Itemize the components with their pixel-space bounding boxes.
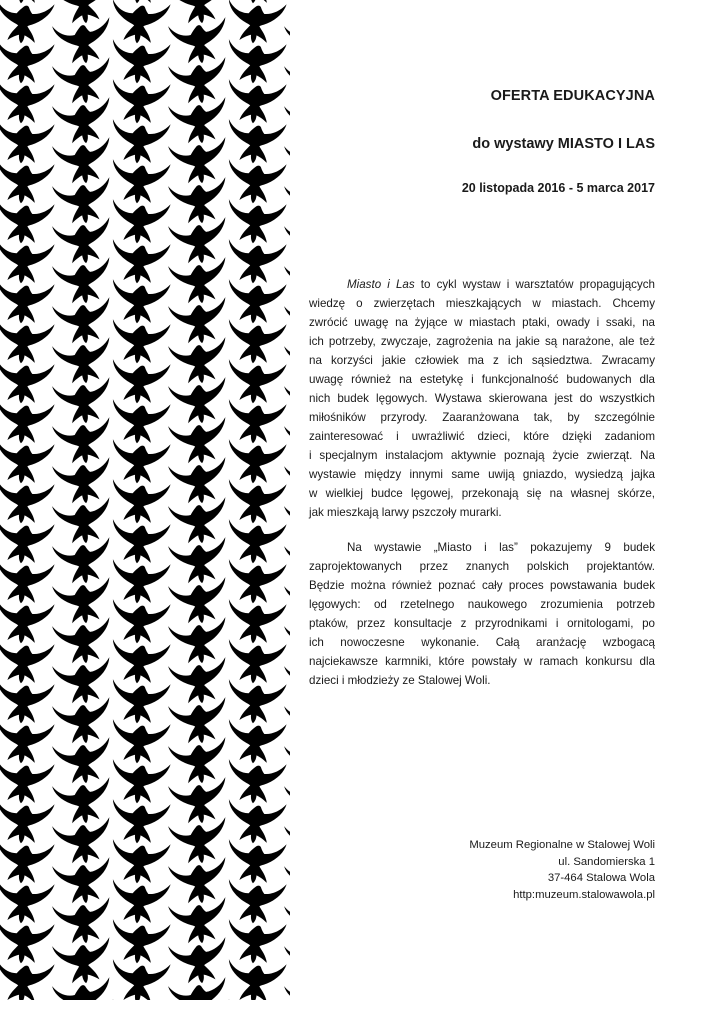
bird-silhouette-icon [109,518,171,566]
bird-silhouette-icon [168,697,231,747]
bird-silhouette-icon [52,377,115,427]
bird-silhouette-icon [225,0,287,46]
bird-silhouette-icon [225,358,287,406]
bird-silhouette-icon [284,897,290,947]
bird-silhouette-icon [284,937,290,987]
paragraph-line: miłośników przyrody. Zaaranżowana tak, by szczególnie [309,411,655,424]
bird-silhouette-icon [284,857,290,907]
bird-silhouette-icon [168,537,231,587]
bird-silhouette-icon [52,537,115,587]
bird-silhouette-icon [0,398,55,446]
bird-silhouette-icon [52,337,115,387]
bird-silhouette-icon [225,678,287,726]
designers-paragraph [309,538,655,690]
bird-silhouette-icon [284,777,290,827]
paragraph-line: wystawie między innymi same uwiją gniazdo, wysiedzą jajka [309,468,655,481]
bird-silhouette-icon [109,238,171,286]
paragraph-line: jak mieszkają larwy pszczoły murarki. [309,506,502,519]
bird-silhouette-icon [225,238,287,286]
bird-silhouette-icon [0,878,55,926]
bird-silhouette-icon [168,977,231,1000]
paragraph-line: i specjalnym instalacjom aktywnie poznają życie zwierząt. Na [309,449,655,462]
bird-silhouette-icon [0,918,55,966]
address-website: http:muzeum.stalowawola.pl [513,888,655,901]
bird-silhouette-icon [225,958,287,1000]
bird-silhouette-icon [168,177,231,227]
bird-silhouette-icon [225,158,287,206]
bird-silhouette-icon [168,857,231,907]
bird-silhouette-icon [168,417,231,467]
bird-silhouette-icon [284,497,290,547]
bird-silhouette-icon [109,758,171,806]
paragraph-line: zaprojektowanych przez znanych polskich projektantów. [309,560,655,573]
bird-silhouette-icon [284,417,290,467]
bird-silhouette-icon [52,897,115,947]
bird-silhouette-icon [168,937,231,987]
bird-silhouette-icon [168,817,231,867]
bird-silhouette-icon [109,278,171,326]
bird-silhouette-icon [284,337,290,387]
bird-silhouette-icon [225,38,287,86]
bird-silhouette-icon [284,57,290,107]
bird-silhouette-icon [0,198,55,246]
museum-address [469,837,655,903]
paragraph-line: najciekawsze karmniki, które powstały w ramach konkursu dla [309,655,655,668]
bird-silhouette-icon [284,97,290,147]
bird-silhouette-icon [225,918,287,966]
bird-silhouette-icon [284,137,290,187]
paragraph-line: Będzie można również poznać cały proces powstawania budek [309,579,655,592]
bird-silhouette-icon [109,198,171,246]
bird-silhouette-icon [109,398,171,446]
bird-silhouette-icon [284,577,290,627]
bird-silhouette-icon [0,638,55,686]
bird-silhouette-icon [225,718,287,766]
bird-silhouette-icon [284,737,290,787]
bird-silhouette-icon [0,958,55,1000]
bird-silhouette-icon [109,358,171,406]
bird-silhouette-icon [109,0,171,46]
bird-silhouette-icon [52,457,115,507]
bird-silhouette-icon [109,438,171,486]
bird-silhouette-icon [52,697,115,747]
bird-pattern-strip [0,0,290,1000]
bird-silhouette-icon [168,217,231,267]
bird-silhouette-icon [109,38,171,86]
bird-silhouette-icon [0,598,55,646]
paragraph-line: zainteresować i uwrażliwić dzieci, które dzięki zadaniom [309,430,655,443]
paragraph-line: w wielkiej budce lęgowej, przekonają się na własnej skórze, [309,487,655,500]
bird-silhouette-icon [0,158,55,206]
bird-silhouette-icon [284,457,290,507]
bird-silhouette-icon [109,878,171,926]
bird-silhouette-icon [109,718,171,766]
paragraph-line: Na wystawie „Miasto i las” pokazujemy 9 budek [347,541,655,554]
bird-silhouette-icon [284,817,290,867]
bird-silhouette-icon [225,798,287,846]
bird-silhouette-icon [0,478,55,526]
bird-silhouette-icon [168,257,231,307]
bird-silhouette-icon [109,958,171,1000]
bird-silhouette-icon [168,657,231,707]
bird-silhouette-icon [52,97,115,147]
bird-silhouette-icon [0,318,55,366]
bird-silhouette-icon [225,0,287,6]
bird-silhouette-icon [52,857,115,907]
bird-silhouette-icon [168,897,231,947]
paragraph-line: wiedzę o zwierzętach mieszkających w miastach. Chcemy [309,297,655,310]
bird-silhouette-icon [168,337,231,387]
exhibition-name-italic: Miasto i Las [347,278,415,291]
bird-silhouette-icon [52,577,115,627]
bird-silhouette-icon [225,198,287,246]
bird-silhouette-icon [52,777,115,827]
bird-silhouette-icon [284,17,290,67]
bird-silhouette-icon [284,617,290,667]
bird-silhouette-icon [168,617,231,667]
paragraph-line: ich potrzeby, zwyczaje, zagrożenia na jakie są narażone, ale też [309,335,655,348]
bird-silhouette-icon [284,977,290,1000]
bird-silhouette-icon [0,758,55,806]
bird-silhouette-icon [284,377,290,427]
bird-silhouette-icon [225,78,287,126]
bird-silhouette-icon [109,78,171,126]
bird-silhouette-icon [0,438,55,486]
bird-silhouette-icon [168,737,231,787]
bird-silhouette-icon [225,318,287,366]
bird-silhouette-icon [225,838,287,886]
paragraph-line: ich nowoczesne wykonanie. Całą aranżację wzbogacą [309,636,655,649]
bird-silhouette-icon [52,297,115,347]
bird-silhouette-icon [109,0,171,6]
bird-silhouette-icon [52,177,115,227]
paragraph-line: na korzyści jakie człowiek ma z ich sąsiedztwa. Zwracamy [309,354,655,367]
bird-silhouette-icon [52,137,115,187]
bird-silhouette-icon [109,838,171,886]
bird-silhouette-icon [0,118,55,166]
bird-silhouette-icon [0,278,55,326]
bird-silhouette-icon [225,398,287,446]
bird-silhouette-icon [225,598,287,646]
bird-silhouette-icon [52,937,115,987]
bird-silhouette-icon [0,838,55,886]
bird-silhouette-icon [168,297,231,347]
address-city: 37-464 Stalowa Wola [547,872,655,884]
bird-silhouette-icon [52,977,115,1000]
bird-silhouette-icon [225,558,287,606]
bird-silhouette-icon [109,638,171,686]
intro-paragraph [309,275,655,522]
bird-silhouette-icon [52,817,115,867]
paragraph-line [309,275,655,294]
bird-silhouette-icon [0,718,55,766]
bird-silhouette-icon [168,97,231,147]
bird-silhouette-icon [0,238,55,286]
bird-silhouette-icon [52,417,115,467]
bird-silhouette-icon [284,297,290,347]
bird-silhouette-icon [284,537,290,587]
bird-silhouette-icon [225,638,287,686]
bird-silhouette-icon [109,798,171,846]
bird-silhouette-icon [0,518,55,566]
paragraph-line: nich budek lęgowych. Wystawa skierowana jest do wszystkich [309,392,655,405]
bird-silhouette-icon [0,798,55,846]
bird-silhouette-icon [0,78,55,126]
bird-silhouette-icon [168,777,231,827]
bird-silhouette-icon [0,38,55,86]
bird-silhouette-icon [284,657,290,707]
bird-silhouette-icon [225,878,287,926]
bird-silhouette-icon [52,617,115,667]
bird-silhouette-icon [168,497,231,547]
bird-silhouette-icon [168,377,231,427]
bird-silhouette-icon [52,17,115,67]
exhibition-subtitle: do wystawy MIASTO I LAS [472,136,655,152]
bird-silhouette-icon [109,478,171,526]
bird-silhouette-icon [168,457,231,507]
line-text: to cykl wystaw i warsztatów propagujących [414,278,655,291]
exhibition-dates: 20 listopada 2016 - 5 marca 2017 [461,181,655,195]
bird-silhouette-icon [52,497,115,547]
bird-silhouette-icon [0,678,55,726]
bird-silhouette-icon [225,118,287,166]
bird-silhouette-icon [0,558,55,606]
bird-silhouette-icon [225,278,287,326]
bird-silhouette-icon [52,257,115,307]
paragraph-line: zwrócić uwagę na żyjące w miastach ptaki, owady i ssaki, na [309,316,655,329]
bird-silhouette-icon [168,577,231,627]
bird-silhouette-icon [109,678,171,726]
bird-silhouette-icon [52,57,115,107]
bird-silhouette-icon [284,177,290,227]
paragraph-line: ptaków, przez konsultacje z przyrodnikami i ornitologami, po [309,617,655,630]
bird-silhouette-icon [0,0,55,6]
bird-silhouette-icon [284,697,290,747]
page-title: OFERTA EDUKACYJNA [490,88,655,104]
bird-silhouette-icon [168,57,231,107]
bird-silhouette-icon [109,918,171,966]
paragraph-line: dzieci i młodzieży ze Stalowej Woli. [309,674,491,687]
bird-silhouette-icon [225,438,287,486]
bird-silhouette-icon [168,137,231,187]
bird-silhouette-icon [109,558,171,606]
bird-silhouette-icon [109,318,171,366]
bird-silhouette-icon [284,257,290,307]
bird-silhouette-icon [109,598,171,646]
bird-silhouette-icon [284,0,290,27]
bird-silhouette-icon [0,358,55,406]
bird-silhouette-icon [284,217,290,267]
bird-pattern-graphic [0,0,290,1000]
paragraph-line: lęgowych: od rzetelnego naukowego zrozumienia potrzeb [309,598,655,611]
bird-silhouette-icon [109,118,171,166]
bird-silhouette-icon [168,17,231,67]
bird-silhouette-icon [0,0,55,46]
bird-silhouette-icon [225,518,287,566]
address-museum-name: Muzeum Regionalne w Stalowej Woli [469,839,655,851]
bird-silhouette-icon [52,657,115,707]
paragraph-line: uwagę również na estetykę i funkcjonalność budowanych dla [309,373,655,386]
bird-silhouette-icon [52,737,115,787]
address-street: ul. Sandomierska 1 [558,855,655,868]
bird-silhouette-icon [109,158,171,206]
bird-silhouette-icon [225,478,287,526]
bird-silhouette-icon [52,217,115,267]
bird-silhouette-icon [225,758,287,806]
